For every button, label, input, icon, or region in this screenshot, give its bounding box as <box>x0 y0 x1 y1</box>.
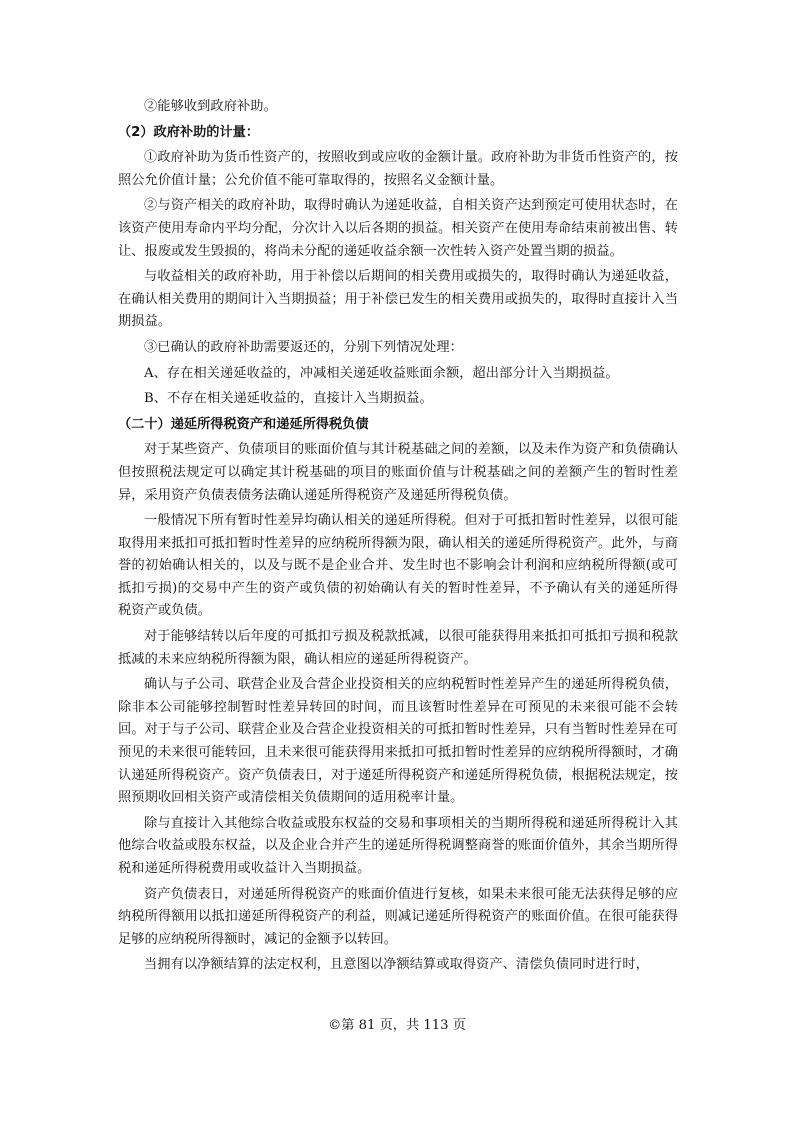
paragraph-6: ③已确认的政府补助需要返还的，分别下列情况处理： <box>144 339 463 355</box>
page-footer: ©第 81 页，共 113 页 <box>328 1018 466 1033</box>
paragraph-8: B、不存在相关递延收益的，直接计入当期损益。 <box>144 391 433 407</box>
paragraph-12: 对于能够结转以后年度的可抵扣亏损及税款抵减，以很可能获得用来抵扣可抵扣亏损和税款抵减的未来应纳税所得额为限，确认相应的递延所得税资产。 <box>118 629 678 667</box>
paragraph-5: 与收益相关的政府补助，用于补偿以后期间的相关费用或损失的，取得时确认为递延收益，在确认相关费用的期间计入当期损益；用于补偿已发生的相关费用或损失的，取得时直接计入当期损益。 <box>118 269 678 330</box>
paragraph-16: 当拥有以净额结算的法定权利，且意图以净额结算或取得资产、清偿负债同时进行时， <box>144 957 649 973</box>
document-body <box>118 96 678 977</box>
section-heading-deferred-tax: （二十）递延所得税资产和递延所得税负债 <box>118 416 369 432</box>
paragraph-14: 除与直接计入其他综合收益或股东权益的交易和事项相关的当期所得税和递延所得税计入其他综合收益或股东权益，以及企业合并产生的递延所得税调整商誉的账面价值外，其余当期所得税和递延所得税费用或收益计入当期损益。 <box>118 815 678 876</box>
paragraph-10: 对于某些资产、负债项目的账面价值与其计税基础之间的差额，以及未作为资产和负债确认但按照税法规定可以确定其计税基础的项目的账面价值与计税基础之间的差额产生的暂时性差异，采用资产负债表债务法确认递延所得税资产及递延所得税负债。 <box>118 442 678 503</box>
paragraph-4: ②与资产相关的政府补助，取得时确认为递延收益，自相关资产达到预定可使用状态时，在该资产使用寿命内平均分配，分次计入以后各期的损益。相关资产在使用寿命结束前被出售、转让、报废或发生毁损的，将尚未分配的递延收益余额一次性转入资产处置当期的损益。 <box>118 198 678 259</box>
paragraph-11: 一般情况下所有暂时性差异均确认相关的递延所得税。但对于可抵扣暂时性差异，以很可能取得用来抵扣可抵扣暂时性差异的应纳税所得额为限，确认相关的递延所得税资产。此外，与商誉的初始确认相关的，以及与既不是企业合并、发生时也不影响会计利润和应纳税所得额(或可抵扣亏损)的交易中产生的资产或负债的初始确认有关的暂时性差异，不予确认有关的递延所得税资产或负债。 <box>118 513 678 619</box>
paragraph-13: 确认与子公司、联营企业及合营企业投资相关的应纳税暂时性差异产生的递延所得税负债，除非本公司能够控制暂时性差异转回的时间，而且该暂时性差异在可预见的未来很可能不会转回。对于与子公司、联营企业及合营企业投资相关的可抵扣暂时性差异，只有当暂时性差异在可预见的未来很可能转回，且未来很可能获得用来抵扣可抵扣暂时性差异的应纳税所得额时，才确认递延所得税资产。资产负债表日，对于递延所得税资产和递延所得税负债，根据税法规定，按照预期收回相关资产或清偿相关负债期间的适用税率计量。 <box>118 677 678 806</box>
paragraph-15: 资产负债表日，对递延所得税资产的账面价值进行复核，如果未来很可能无法获得足够的应纳税所得额用以抵扣递延所得税资产的利益，则减记递延所得税资产的账面价值。在很可能获得足够的应纳税所得额时，减记的金额予以转回。 <box>118 886 678 947</box>
section-heading-measurement: （2）政府补助的计量： <box>118 124 260 140</box>
paragraph-7: A、存在相关递延收益的，冲减相关递延收益账面余额，超出部分计入当期损益。 <box>144 365 619 381</box>
paragraph-3: ①政府补助为货币性资产的，按照收到或应收的金额计量。政府补助为非货币性资产的，按照公允价值计量；公允价值不能可靠取得的，按照名义金额计量。 <box>118 150 678 188</box>
paragraph-1: ②能够收到政府补助。 <box>144 99 277 114</box>
